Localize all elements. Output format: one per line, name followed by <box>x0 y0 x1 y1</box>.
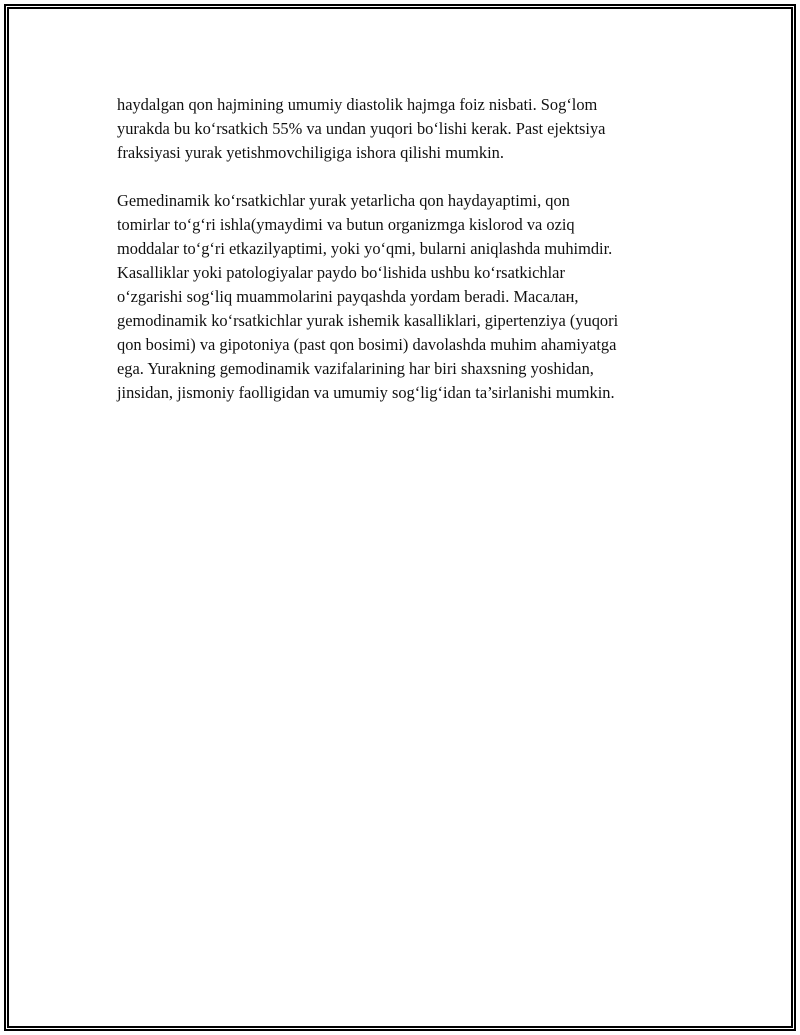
text-line: gemodinamik ko‘rsatkichlar yurak ishemik kasalliklari, gipertenziya (yuqori <box>117 311 619 330</box>
document-body <box>117 93 707 405</box>
text-line: haydalgan qon hajmining umumiy diastolik hajmga foiz nisbati. Sog‘lom <box>117 95 598 114</box>
text-line: o‘zgarishi sog‘liq muammolarini payqashda yordam beradi. Масалан, <box>117 287 579 306</box>
text-line: moddalar to‘g‘ri etkazilyaptimi, yoki yo‘qmi, bularni aniqlashda muhimdir. <box>117 239 613 258</box>
text-line: qon bosimi) va gipotoniya (past qon bosimi) davolashda muhim ahamiyatga <box>117 335 617 354</box>
text-line: Kasalliklar yoki patologiyalar paydo bo‘lishida ushbu ko‘rsatkichlar <box>117 263 565 282</box>
text-line: ega. Yurakning gemodinamik vazifalarining har biri shaxsning yoshidan, <box>117 359 594 378</box>
text-line: fraksiyasi yurak yetishmovchiligiga ishora qilishi mumkin. <box>117 143 504 162</box>
text-line: yurakda bu ko‘rsatkich 55% va undan yuqori bo‘lishi kerak. Past ejektsiya <box>117 119 606 138</box>
text-line: jinsidan, jismoniy faolligidan va umumiy sog‘lig‘idan ta’sirlanishi mumkin. <box>117 383 615 402</box>
paragraph-ejection-fraction <box>117 93 707 165</box>
text-line: tomirlar to‘g‘ri ishla(ymaydimi va butun organizmga kislorod va oziq <box>117 215 575 234</box>
paragraph-hemodynamic-indicators <box>117 189 707 405</box>
text-line: Gemedinamik ko‘rsatkichlar yurak yetarlicha qon haydayaptimi, qon <box>117 191 570 210</box>
